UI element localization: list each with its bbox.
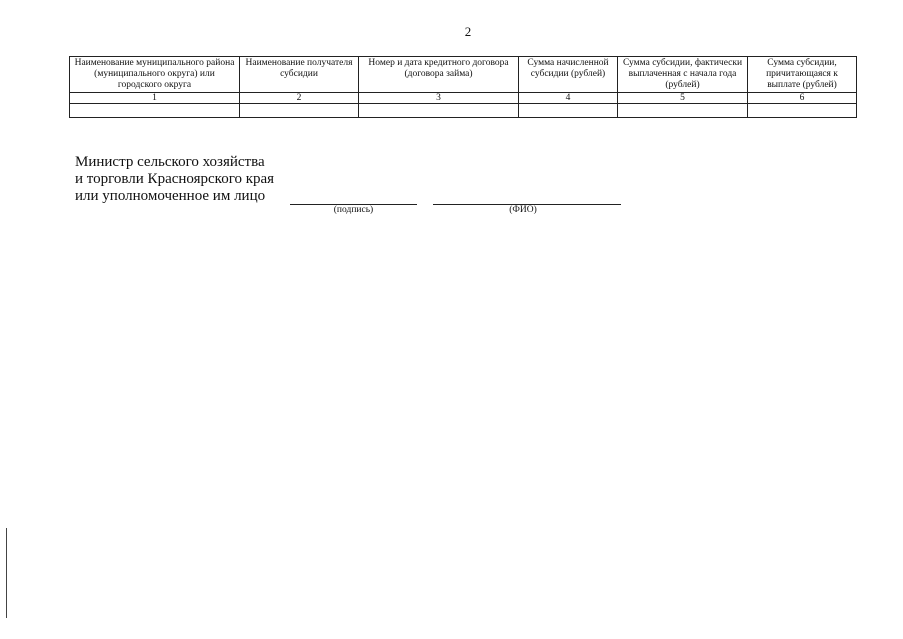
table-header-row xyxy=(70,57,857,93)
page-number: 2 xyxy=(464,24,472,39)
table-cell xyxy=(70,104,240,118)
name-caption: (ФИО) xyxy=(509,205,537,215)
table-cell xyxy=(748,104,857,118)
column-number: 6 xyxy=(748,93,857,104)
header-district: Наименование муниципального района (муниципального округа) или городского округа xyxy=(70,57,240,93)
table-cell xyxy=(240,104,359,118)
header-paid-subsidy: Сумма субсидии, фактически выплаченная с начала года (рублей) xyxy=(618,57,748,93)
column-number: 5 xyxy=(618,93,748,104)
signatory-line: и торговли Красноярского края xyxy=(75,171,275,187)
column-number: 4 xyxy=(519,93,618,104)
header-due-subsidy: Сумма субсидии, причитающаяся к выплате (рублей) xyxy=(748,57,857,93)
table-cell xyxy=(359,104,519,118)
table-cell xyxy=(519,104,618,118)
column-number: 3 xyxy=(359,93,519,104)
table-cell xyxy=(618,104,748,118)
header-accrued-subsidy: Сумма начисленной субсидии (рублей) xyxy=(519,57,618,93)
column-number: 2 xyxy=(240,93,359,104)
signatory-line: Министр сельского хозяйства xyxy=(75,154,265,170)
scan-margin-mark xyxy=(6,528,7,618)
subsidy-table xyxy=(69,56,857,118)
signatory-line: или уполномоченное им лицо xyxy=(75,188,266,204)
signatory-title xyxy=(75,154,274,205)
column-number: 1 xyxy=(70,93,240,104)
header-credit-agreement: Номер и дата кредитного договора (договора займа) xyxy=(359,57,519,93)
signature-caption: (подпись) xyxy=(333,205,374,215)
table-row xyxy=(70,104,857,118)
column-number-row xyxy=(70,93,857,104)
header-recipient: Наименование получателя субсидии xyxy=(240,57,359,93)
